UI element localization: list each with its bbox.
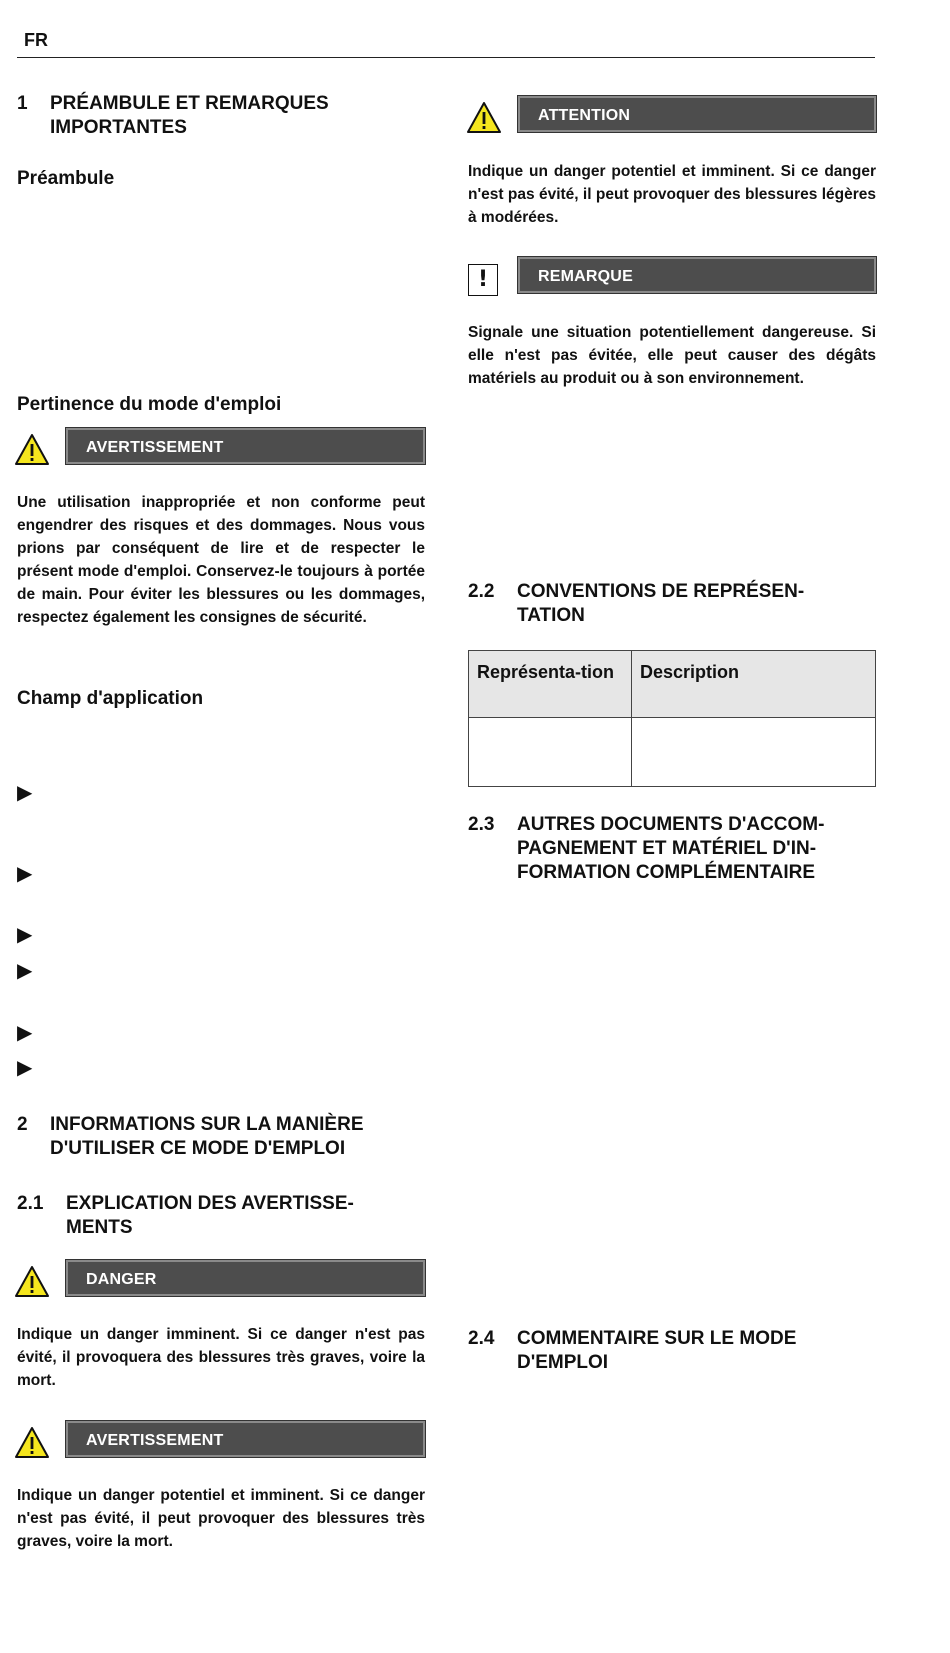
warning-triangle-icon [14,1426,50,1460]
section-number: 2.4 [468,1328,495,1349]
section-title-line1: INFORMATIONS SUR LA MANIÈRE [50,1114,364,1135]
remarque-banner: REMARQUE [518,257,876,293]
section-title-line1: EXPLICATION DES AVERTISSE- [66,1193,354,1214]
bullet-arrow-icon: ▶ [17,960,33,982]
bullet-arrow-icon: ▶ [17,1057,33,1079]
warning-triangle-icon [466,101,502,135]
section-2-3-heading [468,813,878,887]
section-title-line1: COMMENTAIRE SUR LE MODE [517,1328,797,1349]
section-title-line1: AUTRES DOCUMENTS D'ACCOM- [517,814,825,835]
section-title-line1: CONVENTIONS DE REPRÉSEN- [517,581,805,602]
attention-banner: ATTENTION [518,96,876,132]
preambule-heading: Préambule [17,168,115,189]
section-number: 2 [17,1114,28,1135]
attention-paragraph: Indique un danger potentiel et imminent. Si ce danger n'est pas évité, il peut provoquer des blessures légères à modérées. [468,163,876,226]
section-2-2-heading [468,580,878,630]
conventions-table [468,650,876,787]
section-title-line2: MENTS [66,1217,133,1238]
section-title-line1: PRÉAMBULE ET REMARQUES [50,93,329,114]
section-number: 2.3 [468,814,495,835]
danger-paragraph: Indique un danger imminent. Si ce danger n'est pas évité, il provoquera des blessures très graves, voire la mort. [17,1326,425,1389]
section-2-heading [17,1113,427,1163]
table-row [469,718,876,787]
table-header-row [469,651,876,718]
danger-banner: DANGER [66,1260,425,1296]
remarque-paragraph: Signale une situation potentiellement dangereuse. Si elle n'est pas évitée, elle peut causer des dégâts matériels au produit ou à son environnement. [468,324,876,387]
section-title-line2: PAGNEMENT ET MATÉRIEL D'IN- [517,838,817,859]
section-title-line2: IMPORTANTES [50,117,187,138]
pertinence-paragraph: Une utilisation inappropriée et non conforme peut engendrer des risques et des dommages. Nous vous prions par conséquent de lire et de respecter le présent mode d'emploi. Conservez-le toujours à portée de main. Pour éviter les blessures ou les dommages, respectez également les consignes de sécurité. [17,494,425,626]
warning-banner: AVERTISSEMENT [66,428,425,464]
table-header-representation: Représenta-tion [469,651,632,718]
section-2-4-heading [468,1327,878,1377]
section-title-line2: D'UTILISER CE MODE D'EMPLOI [50,1138,346,1159]
warning-triangle-icon [14,1265,50,1299]
section-number: 1 [17,93,28,114]
table-cell [469,718,632,787]
exclamation-icon: ! [468,264,498,296]
warning-banner: AVERTISSEMENT [66,1421,425,1457]
section-title-line2: TATION [517,605,585,626]
champ-heading: Champ d'application [17,688,204,709]
pertinence-heading: Pertinence du mode d'emploi [17,394,282,415]
table-header-description: Description [632,651,876,718]
bullet-arrow-icon: ▶ [17,863,33,885]
bullet-arrow-icon: ▶ [17,782,33,804]
section-1-heading [17,92,427,142]
language-code: FR [24,30,48,50]
section-number: 2.1 [17,1193,44,1214]
section-number: 2.2 [468,581,495,602]
section-title-line2: D'EMPLOI [517,1352,609,1373]
bullet-arrow-icon: ▶ [17,924,33,946]
section-2-1-heading [17,1192,427,1242]
bullet-arrow-icon: ▶ [17,1022,33,1044]
header-rule [17,57,875,58]
warning-triangle-icon [14,433,50,467]
table-cell [632,718,876,787]
section-title-line3: FORMATION COMPLÉMENTAIRE [517,862,815,883]
warning-paragraph: Indique un danger potentiel et imminent. Si ce danger n'est pas évité, il peut provoquer des blessures très graves, voire la mort. [17,1487,425,1550]
